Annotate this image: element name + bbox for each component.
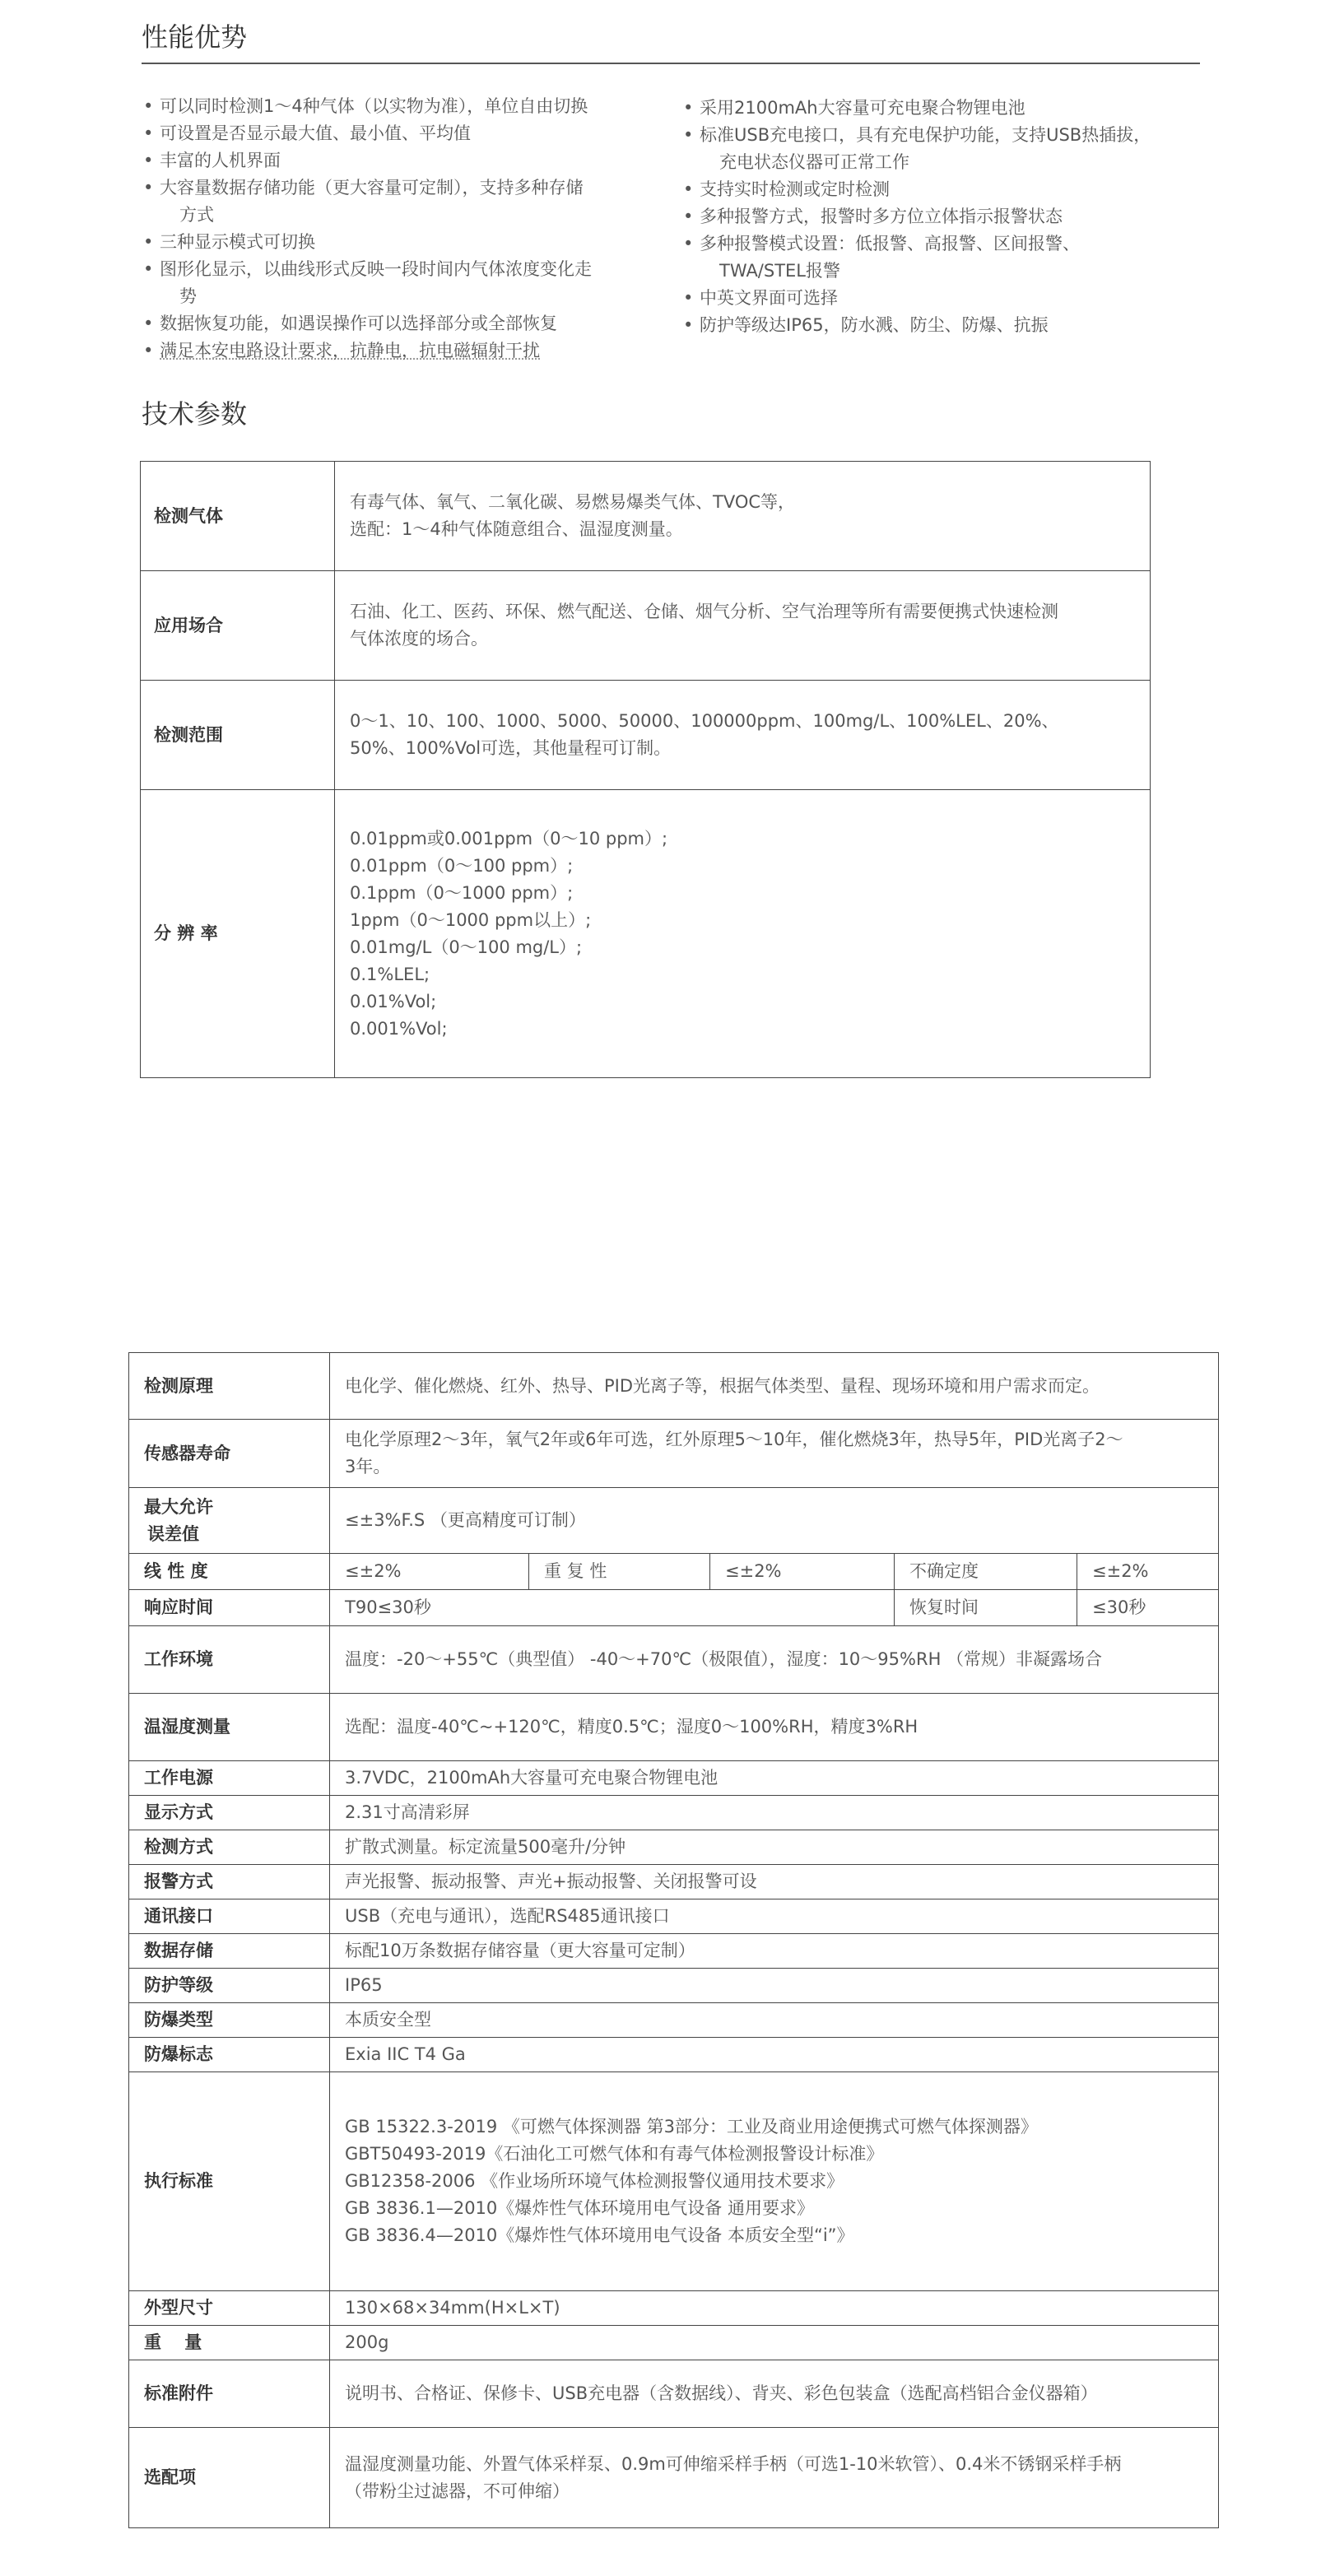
table-row: 防爆标志 Exia IIC T4 Ga xyxy=(129,2038,1219,2072)
specs-table-detail xyxy=(128,1352,1219,2528)
list-item: • 多种报警方式，报警时多方位立体指示报警状态 xyxy=(681,203,1208,230)
features-list-left xyxy=(142,93,668,365)
table-row: 工作电源 3.7VDC，2100mAh大容量可充电聚合物锂电池 xyxy=(129,1761,1219,1796)
list-item: • 大容量数据存储功能（更大容量可定制），支持多种存储 方式 xyxy=(142,174,668,229)
table-row: 报警方式 声光报警、振动报警、声光+振动报警、关闭报警可设 xyxy=(129,1865,1219,1899)
table-row: 数据存储 标配10万条数据存储容量（更大容量可定制） xyxy=(129,1934,1219,1969)
table-row xyxy=(141,790,1151,1078)
table-row: 显示方式 2.31寸高清彩屏 xyxy=(129,1796,1219,1830)
table-row: 检测方式 扩散式测量。标定流量500毫升/分钟 xyxy=(129,1830,1219,1865)
table-row: 线 性 度 ≤±2% 重 复 性 ≤±2% 不确定度 ≤±2% xyxy=(129,1554,1219,1590)
table-row: 选配项 温湿度测量功能、外置气体采样泵、0.9m可伸缩采样手柄（可选1-10米软管）、0.4米不锈钢采样手柄 （带粉尘过滤器，不可伸缩） xyxy=(129,2428,1219,2528)
row-label: 应用场合 xyxy=(141,571,335,681)
specs-heading: 技术参数 xyxy=(142,398,248,430)
specs-table xyxy=(140,461,1151,1078)
table-row xyxy=(141,462,1151,571)
list-item: • 中英文界面可选择 xyxy=(681,285,1208,312)
features-heading: 性能优势 xyxy=(142,21,248,53)
row-value: 0～1、10、100、1000、5000、50000、100000ppm、100mg/L、100%LEL、20%、 50%、100%Vol可选，其他量程可订制。 xyxy=(335,681,1151,790)
list-item: • 多种报警模式设置：低报警、高报警、区间报警、 TWA/STEL报警 xyxy=(681,230,1208,285)
table-row: 标准附件 说明书、合格证、保修卡、USB充电器（含数据线）、背夹、彩色包装盒（选配高档铝合金仪器箱） xyxy=(129,2360,1219,2428)
table-row: 执行标准 GB 15322.3-2019 《可燃气体探测器 第3部分：工业及商业用途便携式可燃气体探测器》 GBT50493-2019《石油化工可燃气体和有毒气体检测报警设计标准》 GB12358-2006 《作业场所环境气体检测报警仪通用技术要求》 GB 3836.1—2010《爆炸性气体环境用电气设备 通用要求》 GB 3836.4—2010《爆炸性气体环境用电气设备 本质安全型“i”》 xyxy=(129,2072,1219,2291)
table-row: 外型尺寸 130×68×34mm(H×L×T) xyxy=(129,2291,1219,2326)
row-label: 检测气体 xyxy=(141,462,335,571)
list-item: • 三种显示模式可切换 xyxy=(142,229,668,256)
list-item: • 采用2100mAh大容量可充电聚合物锂电池 xyxy=(681,95,1208,122)
list-item: • 丰富的人机界面 xyxy=(142,147,668,174)
table-row: 防爆类型 本质安全型 xyxy=(129,2003,1219,2038)
heading-divider xyxy=(142,63,1200,64)
table-row xyxy=(141,571,1151,681)
table-row: 工作环境 温度：-20～+55℃（典型值） -40～+70℃（极限值），湿度：10～95%RH （常规）非凝露场合 xyxy=(129,1626,1219,1694)
row-value: 石油、化工、医药、环保、燃气配送、仓储、烟气分析、空气治理等所有需要便携式快速检测 气体浓度的场合。 xyxy=(335,571,1151,681)
row-value: 有毒气体、氧气、二氧化碳、易燃易爆类气体、TVOC等， 选配：1～4种气体随意组合、温湿度测量。 xyxy=(335,462,1151,571)
row-value: 0.01ppm或0.001ppm（0～10 ppm）; 0.01ppm（0～100 ppm）; 0.1ppm（0～1000 ppm）; 1ppm（0～1000 ppm以上）; 0.01mg/L（0～100 mg/L）; 0.1%LEL; 0.01%Vol; 0.001%Vol; xyxy=(335,790,1151,1078)
features-list-right xyxy=(681,95,1208,339)
row-label: 检测范围 xyxy=(141,681,335,790)
list-item: • 可以同时检测1～4种气体（以实物为准），单位自由切换 xyxy=(142,93,668,120)
table-row: 检测原理 电化学、催化燃烧、红外、热导、PID光离子等，根据气体类型、量程、现场环境和用户需求而定。 xyxy=(129,1353,1219,1420)
table-row xyxy=(141,681,1151,790)
list-item: • 满足本安电路设计要求，抗静电，抗电磁辐射干扰 xyxy=(142,337,668,365)
list-item: • 防护等级达IP65，防水溅、防尘、防爆、抗振 xyxy=(681,312,1208,339)
table-row: 最大允许 误差值 ≤±3%F.S （更高精度可订制） xyxy=(129,1488,1219,1554)
list-item: • 可设置是否显示最大值、最小值、平均值 xyxy=(142,120,668,147)
table-row: 防护等级 IP65 xyxy=(129,1969,1219,2003)
list-item: • 图形化显示，以曲线形式反映一段时间内气体浓度变化走 势 xyxy=(142,256,668,310)
table-row: 重 量 200g xyxy=(129,2326,1219,2360)
table-row: 温湿度测量 选配：温度-40℃~+120℃，精度0.5℃；湿度0～100%RH，精度3%RH xyxy=(129,1694,1219,1761)
row-label: 分 辨 率 xyxy=(141,790,335,1078)
list-item: • 支持实时检测或定时检测 xyxy=(681,176,1208,203)
table-row: 传感器寿命 电化学原理2～3年，氧气2年或6年可选，红外原理5～10年，催化燃烧3年，热导5年，PID光离子2～ 3年。 xyxy=(129,1420,1219,1488)
table-row: 响应时间 T90≤30秒 恢复时间 ≤30秒 xyxy=(129,1590,1219,1626)
table-row: 通讯接口 USB（充电与通讯），选配RS485通讯接口 xyxy=(129,1899,1219,1934)
list-item: • 数据恢复功能，如遇误操作可以选择部分或全部恢复 xyxy=(142,310,668,337)
list-item: • 标准USB充电接口，具有充电保护功能，支持USB热插拔， 充电状态仪器可正常工作 xyxy=(681,122,1208,176)
